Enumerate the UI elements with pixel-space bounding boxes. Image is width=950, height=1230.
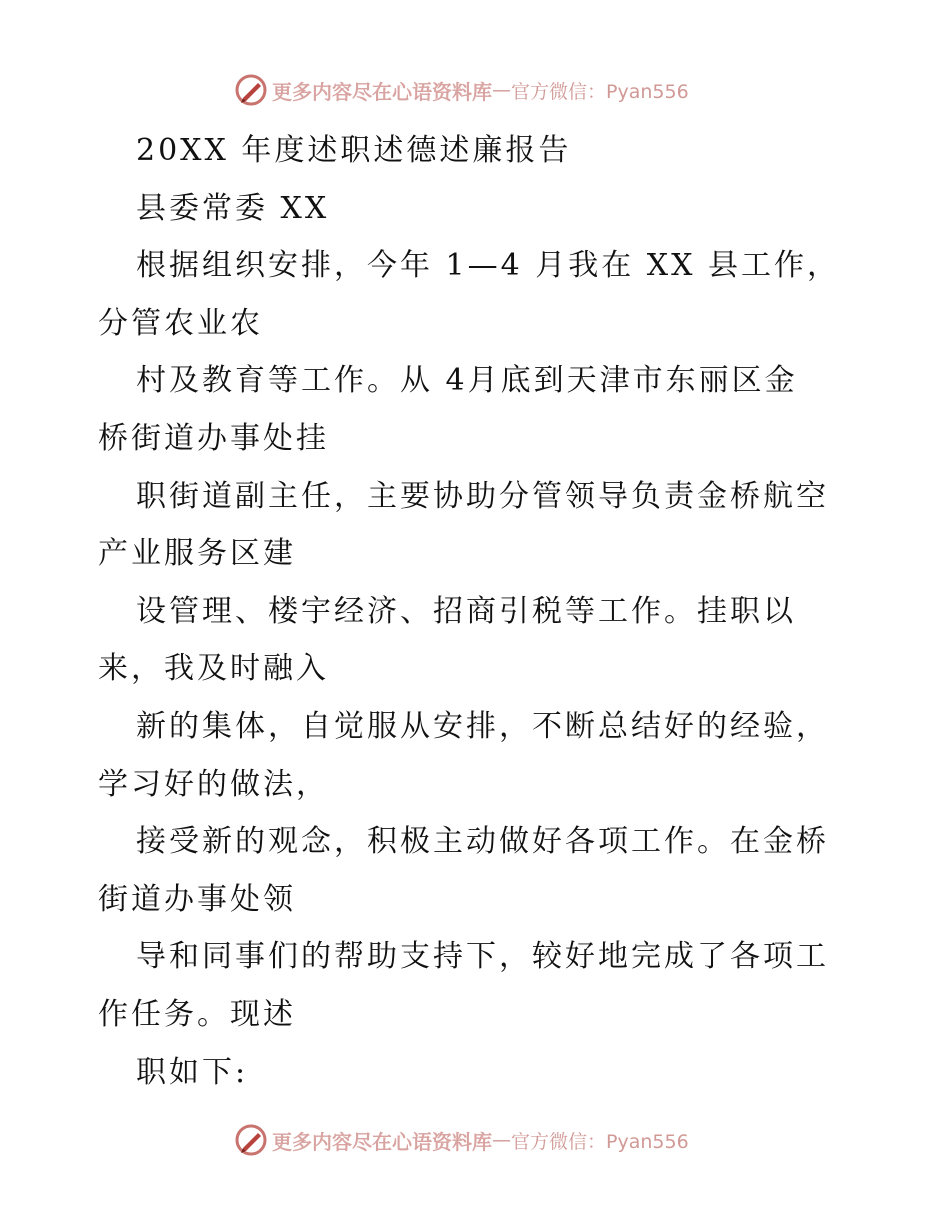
text-line: 桥街道办事处挂 [98,420,329,456]
watermark-header [234,72,689,108]
watermark-separator: — [492,79,511,101]
text-line: 接受新的观念，积极主动做好各项工作。在金桥 [136,824,829,860]
text-line: 分管农业农 [98,305,263,341]
text-line: 职如下: [136,1054,249,1090]
text-line: 20XX 年度述职述德述廉报告 [136,133,572,168]
text-line: 根据组织安排，今年 1—4 月我在 XX 县工作， [136,248,841,284]
watermark-text: 更多内容尽在心语资料库 [272,79,492,104]
document-body [98,122,858,1101]
watermark-suffix: 官方微信：Pyan556 [511,80,689,103]
text-line: 来，我及时融入 [98,651,329,687]
watermark-text: 更多内容尽在心语资料库 [272,1129,492,1154]
text-line: 产业服务区建 [98,536,296,572]
pen-logo-icon [234,73,268,107]
text-line: 村及教育等工作。从 4月底到天津市东丽区金 [136,363,798,399]
text-line: 县委常委 XX [136,190,330,226]
text-line: 街道办事处领 [98,881,296,917]
watermark-separator: — [492,1129,511,1151]
watermark-suffix: 官方微信：Pyan556 [511,1130,689,1153]
pen-logo-icon [234,1123,268,1157]
text-line: 新的集体，自觉服从安排，不断总结好的经验， [136,708,829,744]
text-line: 学习好的做法， [98,766,329,802]
text-line: 职街道副主任，主要协助分管领导负责金桥航空 [136,478,829,514]
text-line: 设管理、楼宇经济、招商引税等工作。挂职以 [136,593,796,629]
text-line: 导和同事们的帮助支持下，较好地完成了各项工 [136,939,829,975]
text-line: 作任务。现述 [98,996,296,1032]
watermark-footer [234,1122,689,1158]
